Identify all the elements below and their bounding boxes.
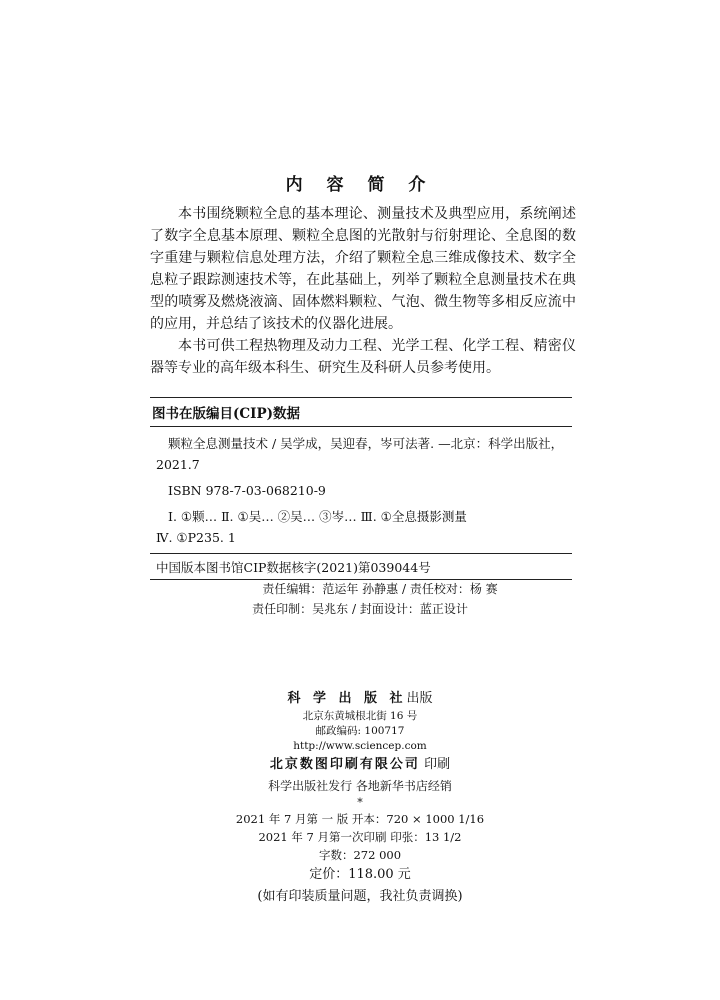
credits-line-2: 责任印制：吴兆东 / 封面设计：蓝正设计 bbox=[252, 602, 468, 616]
cip-isbn: ISBN 978-7-03-068210-9 bbox=[168, 483, 326, 498]
distribution-line: 科学出版社发行 各地新华书店经销 bbox=[268, 779, 452, 793]
publisher-address: 北京东黄城根北街 16 号 bbox=[302, 710, 418, 722]
edition-line: 2021 年 7 月第 一 版 开本：720 × 1000 1/16 bbox=[235, 812, 485, 826]
cip-classification-line-2: Ⅳ. ①P235. 1 bbox=[156, 530, 236, 545]
price: 定价：118.00 元 bbox=[309, 867, 411, 882]
publisher-url: http://www.sciencep.com bbox=[293, 740, 427, 752]
page-title: 内 容 简 介 bbox=[285, 175, 435, 195]
word-count: 字数：272 000 bbox=[318, 848, 402, 862]
quality-notice: (如有印装质量问题，我社负责调换) bbox=[257, 889, 463, 904]
printer-line bbox=[0, 754, 720, 776]
cip-entry-line-2: 2021.7 bbox=[156, 457, 200, 472]
separator-star: * bbox=[357, 796, 363, 809]
printing-line: 2021 年 7 月第一次印刷 印张：13 1/2 bbox=[258, 830, 462, 844]
publisher-postcode: 邮政编码: 100717 bbox=[315, 725, 405, 737]
abstract bbox=[150, 203, 576, 379]
cip-classification-line-1: Ⅰ. ①颗… Ⅱ. ①吴… ②吴… ③岑… Ⅲ. ①全息摄影测量 bbox=[168, 509, 467, 524]
publisher-line bbox=[0, 689, 720, 709]
credits-line-1: 责任编辑：范运年 孙静惠 / 责任校对：杨 赛 bbox=[262, 582, 498, 596]
abstract-paragraph-2: 本书可供工程热物理及动力工程、光学工程、化学工程、精密仪器等专业的高年级本科生、研究生及科研人员参考使用。 bbox=[150, 338, 576, 376]
printer-suffix: 印刷 bbox=[424, 757, 451, 772]
colophon bbox=[0, 689, 720, 908]
credits bbox=[0, 579, 720, 619]
cip-entry-line-1: 颗粒全息测量技术 / 吴学成，吴迎春，岑可法著. —北京：科学出版社， bbox=[168, 436, 564, 451]
abstract-paragraph-1: 本书围绕颗粒全息的基本理论、测量技术及典型应用，系统阐述了数字全息基本原理、颗粒全息图的光散射与衍射理论、全息图的数字重建与颗粒信息处理方法，介绍了颗粒全息三维成像技术、数字全息粒子跟踪测速技术等，在此基础上，列举了颗粒全息测量技术在典型的喷雾及燃烧液滴、固体燃料颗粒、气泡、微生物等多相反应流中的应用，并总结了该技术的仪器化进展。 bbox=[150, 206, 576, 332]
printer-name: 北京数图印刷有限公司 bbox=[269, 757, 420, 772]
cip-footer: 中国版本图书馆CIP数据核字(2021)第039044号 bbox=[150, 553, 572, 579]
publisher-name: 科 学 出 版 社 bbox=[287, 691, 407, 706]
publisher-suffix: 出版 bbox=[406, 691, 433, 706]
cip-header: 图书在版编目(CIP)数据 bbox=[150, 398, 572, 427]
cip-body bbox=[150, 427, 572, 553]
cip-data-block bbox=[150, 397, 572, 580]
